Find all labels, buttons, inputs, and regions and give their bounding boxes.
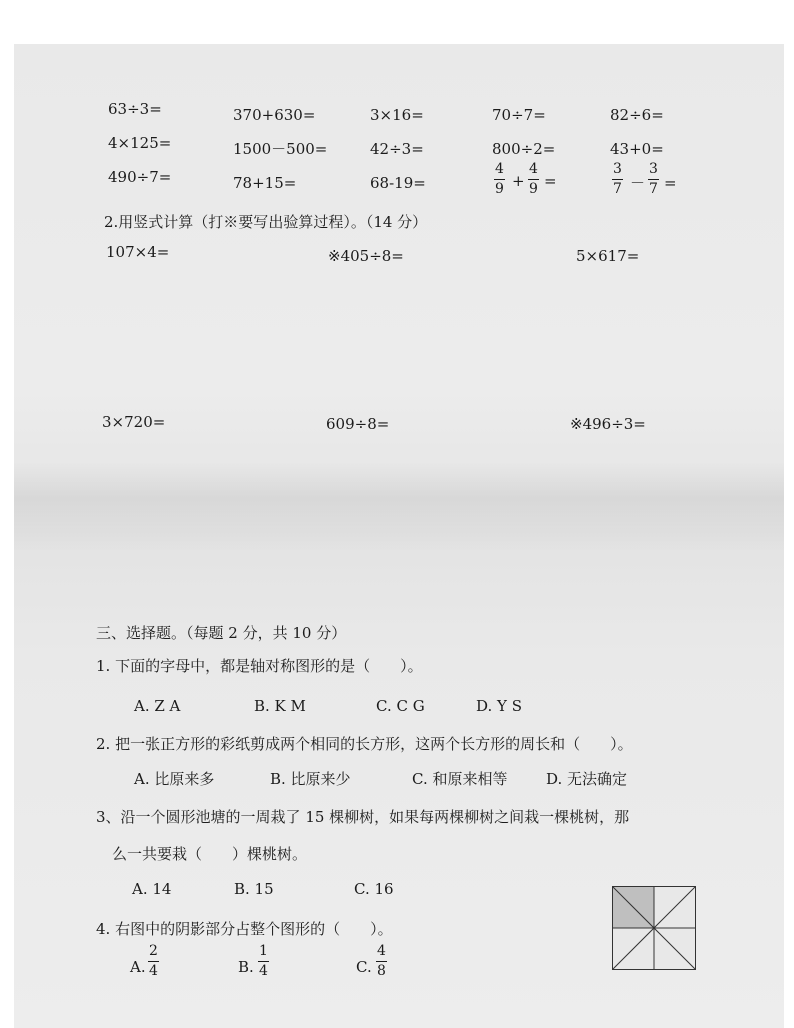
fraction (612, 162, 623, 197)
denominator: 9 (495, 181, 504, 197)
numerator: 4 (495, 161, 504, 177)
equals-sign: = (544, 172, 557, 190)
fraction (528, 162, 539, 197)
vertical-item: 609÷8= (326, 415, 390, 433)
oral-item: 1500－500= (233, 140, 328, 158)
oral-item: 800÷2= (492, 140, 556, 158)
choice-option: D. 无法确定 (546, 770, 628, 788)
oral-item: 370+630= (233, 106, 316, 124)
choice-option: C. 和原来相等 (412, 770, 508, 788)
choice-option: A. Z A (134, 697, 181, 715)
option-letter: B. (238, 958, 254, 976)
fraction (258, 944, 269, 979)
numerator: 1 (259, 943, 268, 959)
plus-sign: + (512, 172, 525, 190)
vertical-item: 5×617= (576, 247, 640, 265)
option-letter: C. (356, 958, 372, 976)
numerator: 3 (649, 161, 658, 177)
oral-item: 42÷3= (370, 140, 424, 158)
vertical-item: ※496÷3= (570, 415, 646, 433)
choice-option: A. 比原来多 (134, 770, 215, 788)
vertical-item: ※405÷8= (328, 247, 404, 265)
section-heading: 三、选择题。（每题 2 分，共 10 分） (96, 624, 347, 642)
equals-sign: = (664, 174, 677, 192)
oral-item: 70÷7= (492, 106, 546, 124)
choice-option: B. 比原来少 (270, 770, 351, 788)
question-stem: 么一共要栽（ ）棵桃树。 (112, 845, 308, 863)
question-stem: 2. 把一张正方形的彩纸剪成两个相同的长方形，这两个长方形的周长和（ ）。 (96, 735, 633, 753)
choice-option: B. K M (254, 697, 306, 715)
denominator: 7 (613, 181, 622, 197)
oral-item: 4×125= (108, 134, 172, 152)
oral-item: 63÷3= (108, 100, 162, 118)
paper-shadow (14, 462, 784, 552)
oral-item: 68-19= (370, 174, 426, 192)
fraction (148, 944, 159, 979)
choice-option: C. 16 (354, 880, 394, 898)
oral-item: 3×16= (370, 106, 424, 124)
vertical-item: 3×720= (102, 413, 166, 431)
choice-option: C. C G (376, 697, 425, 715)
oral-item: 82÷6= (610, 106, 664, 124)
fraction (376, 944, 387, 979)
question-stem: 1. 下面的字母中，都是轴对称图形的是（ ）。 (96, 657, 423, 675)
question-stem: 3、沿一个圆形池塘的一周栽了 15 棵柳树，如果每两棵柳树之间栽一棵桃树，那 (96, 808, 630, 826)
shaded-square-figure (612, 886, 696, 970)
denominator: 4 (259, 963, 268, 979)
minus-sign: － (630, 174, 646, 192)
question-stem: 4. 右图中的阴影部分占整个图形的（ ）。 (96, 920, 393, 938)
denominator: 9 (529, 181, 538, 197)
choice-option: B. 15 (234, 880, 274, 898)
oral-item: 490÷7= (108, 168, 172, 186)
fraction (494, 162, 505, 197)
numerator: 2 (149, 943, 158, 959)
fraction (648, 162, 659, 197)
denominator: 4 (149, 963, 158, 979)
numerator: 4 (529, 161, 538, 177)
section-heading: 2.用竖式计算（打※要写出验算过程）。（14 分） (104, 213, 428, 231)
choice-option: D. Y S (476, 697, 522, 715)
choice-option: A. 14 (132, 880, 172, 898)
option-letter: A. (130, 958, 146, 976)
oral-item: 43+0= (610, 140, 664, 158)
square-diagram (613, 887, 695, 969)
denominator: 7 (649, 181, 658, 197)
numerator: 4 (377, 943, 386, 959)
numerator: 3 (613, 161, 622, 177)
denominator: 8 (377, 963, 386, 979)
vertical-item: 107×4= (106, 243, 170, 261)
oral-item: 78+15= (233, 174, 297, 192)
